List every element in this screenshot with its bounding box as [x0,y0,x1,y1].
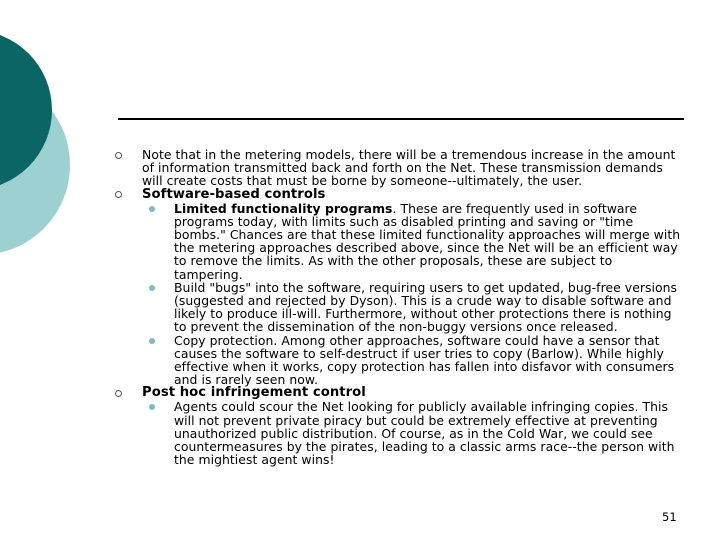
bullet-heading: Software-based controls [142,186,326,202]
slide-number: 51 [662,510,677,524]
subbullet-agents [113,400,683,466]
subbullet-build-bugs [113,281,683,334]
filled-dot-bullet-icon [149,285,155,291]
decorative-circles [0,0,120,300]
subbullet-text: Agents could scour the Net looking for publicly available infringing copies. This will not prevent private piracy but could be extremely effective at preventing unauthorized public distribution. Of course, as in the Cold War, we could see countermeasures by the pirates, leading to a classic arms race--the person with the mightiest agent wins! [174,399,675,468]
subbullet-text: . These are frequently used in software programs today, with limits such as disabled printing and saving or "time bombs." Chances are that these limited functionality approaches will merge with the metering approaches described above, since the Net will be an efficient way to remove the limits. As with the other proposals, these are subject to tampering. [174,200,681,282]
subbullet-copy-protection [113,334,683,387]
bullet-software-controls [113,188,683,202]
slide-body [113,148,683,466]
subbullet-bold-lead: Limited functionality programs [174,200,393,216]
title-divider [118,118,684,120]
bullet-text: Note that in the metering models, there will be a tremendous increase in the amount of information transmitted back and forth on the Net. These transmission demands will create costs that must be borne by someone--ultimately, the user. [142,147,676,189]
hollow-circle-bullet-icon [115,191,122,198]
bullet-post-hoc-control [113,386,683,400]
bullet-heading: Post hoc infringement control [142,385,366,401]
filled-dot-bullet-icon [149,404,155,410]
filled-dot-bullet-icon [149,338,155,344]
filled-dot-bullet-icon [149,206,155,212]
hollow-circle-bullet-icon [115,390,122,397]
subbullet-text: Build "bugs" into the software, requiring users to get updated, bug-free versions (suggested and rejected by Dyson). This is a crude way to disable software and likely to produce ill-will. Furthermore, without other protections there is nothing to prevent the dissemination of the non-buggy versions once released. [174,279,678,335]
subbullet-limited-functionality [113,202,683,281]
hollow-circle-bullet-icon [115,152,122,159]
subbullet-text: Copy protection. Among other approaches, software could have a sensor that causes the software to self-destruct if user tries to copy (Barlow). While highly effective when it works, copy protection has fallen into disfavor with consumers and is rarely seen now. [174,332,675,388]
bullet-metering-note [113,148,683,188]
